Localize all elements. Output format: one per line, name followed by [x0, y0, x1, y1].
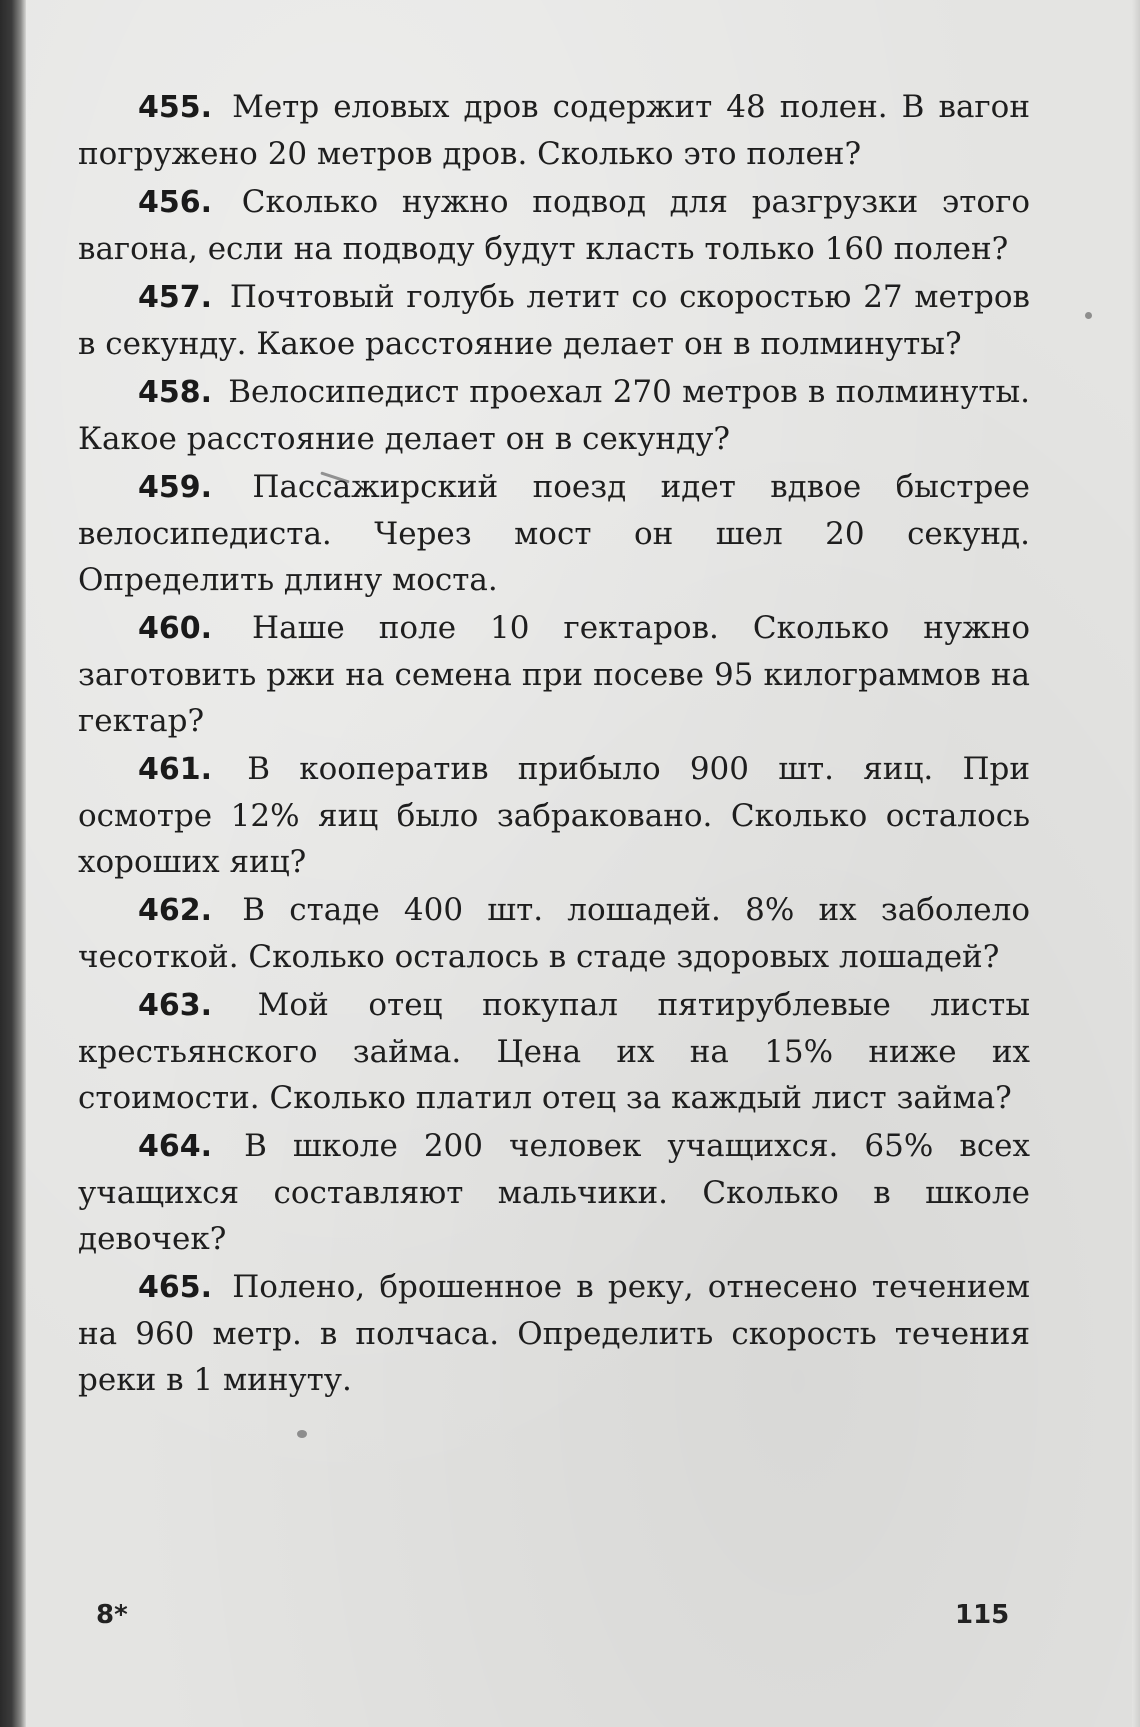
- problem-text: В стаде 400 шт. лошадей. 8% их заболело чесоткой. Сколько осталось в стаде здоровых лошадей?: [78, 892, 1030, 975]
- page-number: 115: [955, 1600, 1010, 1630]
- problem-465: [78, 1264, 1030, 1403]
- print-speck: [1085, 312, 1092, 319]
- problem-460: [78, 605, 1030, 744]
- print-speck: [297, 1430, 307, 1438]
- problem-text: Сколько нужно подвод для разгрузки этого вагона, если на подводу будут класть только 160 полен?: [78, 184, 1030, 267]
- problem-456: [78, 179, 1030, 272]
- problem-text: В кооператив прибыло 900 шт. яиц. При осмотре 12% яиц было забраковано. Сколько осталось хороших яиц?: [78, 751, 1030, 880]
- problem-text: Почтовый голубь летит со скоростью 27 метров в секунду. Какое расстояние делает он в полминуты?: [78, 279, 1030, 362]
- problem-number: 461.: [138, 752, 213, 787]
- problem-458: [78, 369, 1030, 462]
- problem-text: Полено, брошенное в реку, отнесено течением на 960 метр. в полчаса. Определить скорость течения реки в 1 минуту.: [78, 1269, 1030, 1398]
- problem-text: Наше поле 10 гектаров. Сколько нужно заготовить ржи на семена при посеве 95 килограммов на гектар?: [78, 610, 1030, 739]
- problem-number: 455.: [138, 90, 213, 125]
- problem-number: 460.: [138, 611, 213, 646]
- problem-number: 457.: [138, 280, 213, 315]
- problem-text: Велосипедист проехал 270 метров в полминуты. Какое расстояние делает он в секунду?: [78, 374, 1031, 457]
- page-edge: [1132, 0, 1140, 1727]
- book-spine-shadow: [0, 0, 26, 1727]
- problem-number: 458.: [138, 375, 213, 410]
- problem-list: [78, 84, 1030, 1405]
- page-footer: [0, 1600, 1140, 1640]
- problem-464: [78, 1123, 1030, 1262]
- problem-text: В школе 200 человек учащихся. 65% всех учащихся составляют мальчики. Сколько в школе девочек?: [78, 1128, 1031, 1257]
- problem-455: [78, 84, 1030, 177]
- problem-number: 464.: [138, 1129, 213, 1164]
- problem-number: 465.: [138, 1270, 213, 1305]
- problem-number: 462.: [138, 893, 213, 928]
- problem-text: Мой отец покупал пятирублевые листы крестьянского займа. Цена их на 15% ниже их стоимости. Сколько платил отец за каждый лист займа?: [78, 987, 1030, 1116]
- problem-461: [78, 746, 1030, 885]
- problem-text: Пассажирский поезд идет вдвое быстрее велосипедиста. Через мост он шел 20 секунд. Определить длину моста.: [78, 469, 1030, 598]
- problem-number: 456.: [138, 185, 213, 220]
- problem-number: 459.: [138, 470, 213, 505]
- problem-462: [78, 887, 1030, 980]
- problem-463: [78, 982, 1030, 1121]
- signature-mark: 8*: [96, 1600, 128, 1630]
- problem-text: Метр еловых дров содержит 48 полен. В вагон погружено 20 метров дров. Сколько это полен?: [78, 89, 1030, 172]
- problem-457: [78, 274, 1030, 367]
- problem-number: 463.: [138, 988, 213, 1023]
- problem-459: [78, 464, 1030, 603]
